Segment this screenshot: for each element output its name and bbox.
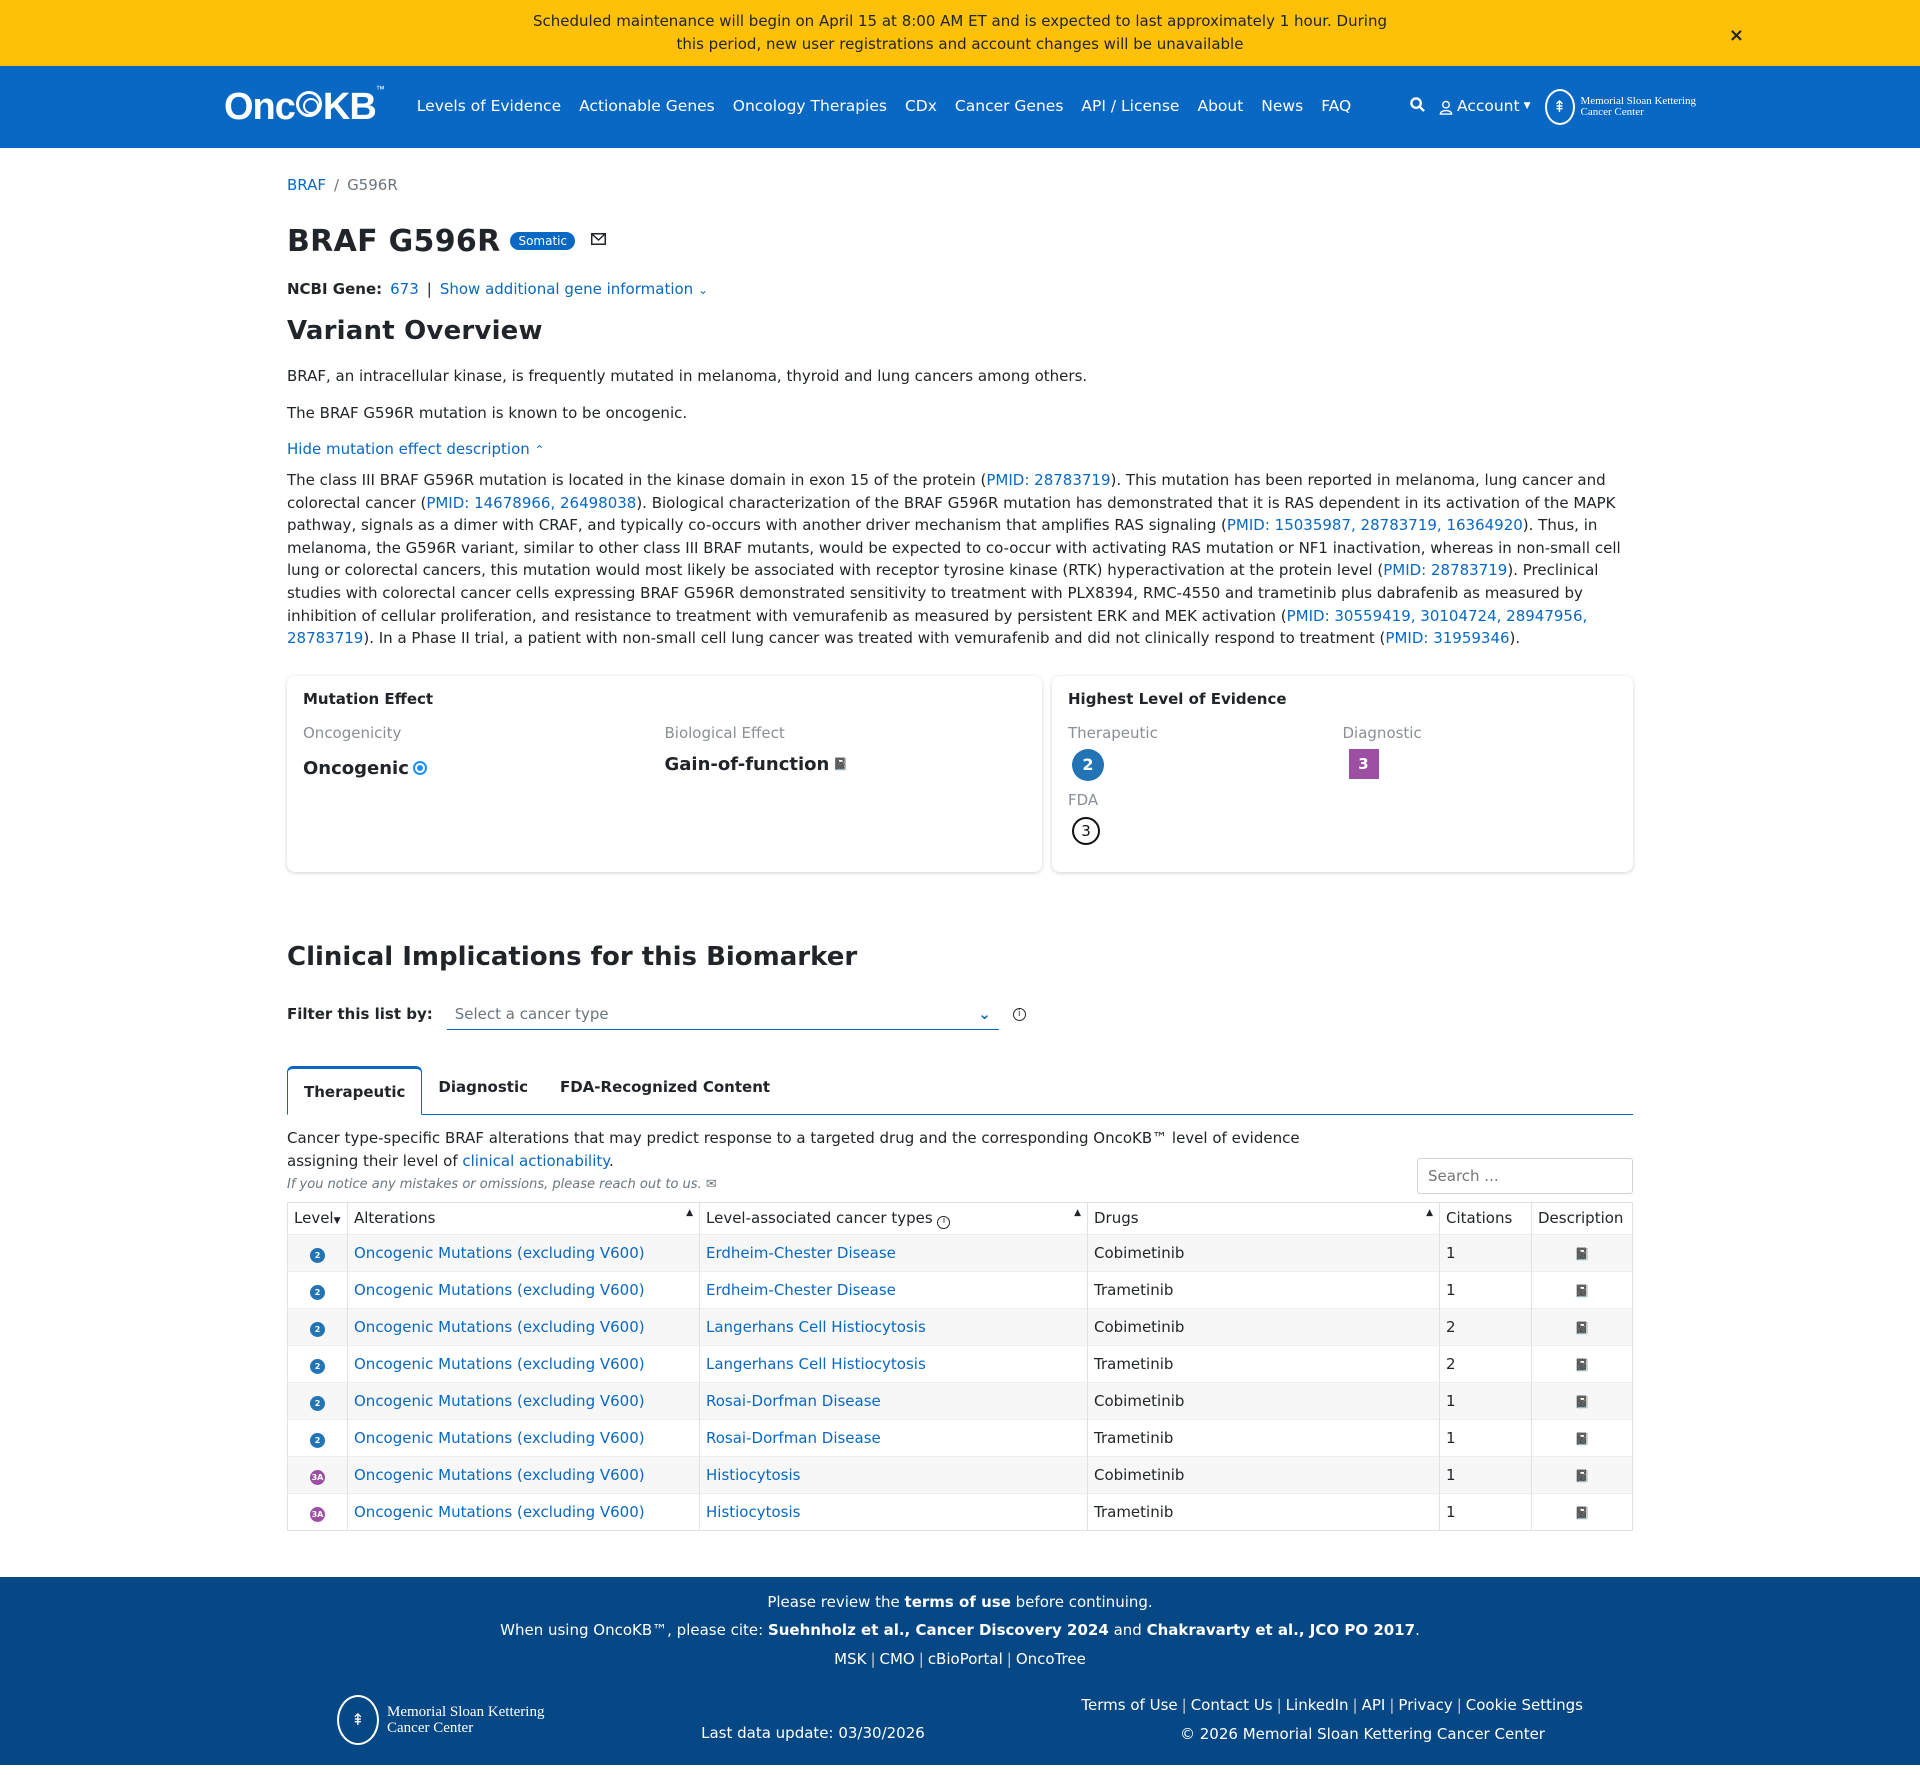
level-cell (288, 1308, 348, 1345)
mail-icon[interactable] (591, 231, 606, 252)
footer-link-terms[interactable]: Terms of Use (1081, 1696, 1178, 1715)
table-row (288, 1308, 1633, 1345)
divider: | (426, 279, 432, 298)
oncogenicity-label: Oncogenicity (303, 724, 402, 743)
citations-cell[interactable]: 1 (1440, 1271, 1532, 1308)
citation-notice (0, 1619, 1920, 1642)
description-cell (1532, 1271, 1633, 1308)
ncbi-label: NCBI Gene: (287, 279, 383, 298)
footer-link-cbioportal[interactable]: cBioPortal (927, 1649, 1003, 1668)
description-text: ). Biological characterization of the BRAF G596R mutation has demonstrated that it is RAS dependent in its activation of the MAPK pathway, signals as a dimer with CRAF, and typically co-occurs with another driver mechanism that amplifies RAS signaling ( (287, 493, 1616, 535)
description-text: ). In a Phase II trial, a patient with non-small cell lung cancer was treated with vemurafenib and did not clinically respond to treatment ( (363, 629, 1386, 648)
book-icon[interactable]: 📓 (1574, 1357, 1590, 1372)
col-drugs[interactable] (1088, 1203, 1440, 1235)
terms-notice (0, 1591, 1920, 1614)
chevron-circle-down-icon: ⌄ (697, 282, 709, 297)
variant-summary: The BRAF G596R mutation is known to be oncogenic. (287, 403, 688, 422)
footer-right-links: Terms of Use | Contact Us | LinkedIn | API | Privacy | Cookie Settings (1081, 1696, 1583, 1715)
msk-line2: Cancer Center (387, 1719, 474, 1736)
alteration-cell (348, 1234, 700, 1271)
citations-cell[interactable]: 2 (1440, 1345, 1532, 1382)
copyright: © 2026 Memorial Sloan Kettering Cancer Center (1180, 1724, 1545, 1743)
citations-cell[interactable]: 1 (1440, 1234, 1532, 1271)
nav-news[interactable]: News (1261, 97, 1304, 116)
nav-api-license[interactable]: API / License (1081, 97, 1180, 116)
col-description-label: Description (1538, 1209, 1624, 1228)
col-cancer-types-label: Level-associated cancer types (706, 1209, 933, 1228)
page-title: BRAF G596R (287, 223, 501, 259)
diagnostic-level-icon[interactable]: 3 (1349, 749, 1379, 779)
drug-cell: Trametinib (1088, 1345, 1440, 1382)
filter-row (287, 999, 1633, 1031)
description-cell (1532, 1493, 1633, 1530)
terms-post: before continuing. (1010, 1592, 1153, 1611)
table-header (288, 1203, 1633, 1235)
citations-cell[interactable]: 2 (1440, 1308, 1532, 1345)
alteration-cell (348, 1271, 700, 1308)
book-icon[interactable]: 📓 (1574, 1505, 1590, 1520)
table-row (288, 1419, 1633, 1456)
diagnostic-label: Diagnostic (1342, 724, 1422, 743)
citations-cell[interactable]: 1 (1440, 1382, 1532, 1419)
account-dropdown[interactable] (1439, 95, 1531, 118)
pmid-link[interactable]: PMID: 28783719 (986, 471, 1111, 489)
cancer-type-link[interactable]: Erdheim-Chester Disease (706, 1243, 896, 1262)
level-icon[interactable]: 2 (310, 1433, 325, 1448)
mutation-effect-card (287, 676, 1042, 872)
cancer-type-link[interactable]: Langerhans Cell Histiocytosis (706, 1354, 926, 1373)
alteration-cell (348, 1308, 700, 1345)
highest-level-title: Highest Level of Evidence (1068, 689, 1287, 708)
user-icon (1439, 100, 1453, 115)
chevron-circle-up-icon: ⌃ (534, 443, 545, 457)
level-icon[interactable]: 3A (310, 1470, 325, 1485)
alteration-link[interactable]: Oncogenic Mutations (excluding V600) (354, 1243, 645, 1262)
msk-emblem-icon: ⇞ (1545, 89, 1575, 125)
col-level-label: Level (294, 1209, 334, 1228)
implications-table (287, 1202, 1633, 1531)
drug-cell: Cobimetinib (1088, 1382, 1440, 1419)
col-cancer-types[interactable] (700, 1203, 1088, 1235)
tab-diagnostic[interactable]: Diagnostic (438, 1078, 528, 1097)
footer-link-cookie-settings[interactable]: Cookie Settings (1465, 1696, 1583, 1715)
clinical-tabs (287, 1066, 1633, 1115)
drug-cell: Trametinib (1088, 1271, 1440, 1308)
highest-level-card (1052, 676, 1633, 872)
cite-post: . (1415, 1621, 1420, 1640)
tab-therapeutic[interactable]: Therapeutic (287, 1066, 422, 1115)
nav-oncology-therapies[interactable]: Oncology Therapies (732, 97, 887, 116)
desc-period: . (609, 1151, 614, 1170)
description-text: ). This mutation has been reported in melanoma, lung cancer and colorectal cancer ( (287, 471, 1606, 512)
description-text: The class III BRAF G596R mutation is located in the kinase domain in exon 15 of the protein ( (287, 471, 987, 489)
info-icon[interactable]: i (1013, 1008, 1026, 1021)
table-row (288, 1345, 1633, 1382)
msk-logo[interactable] (1545, 89, 1696, 125)
citations-cell[interactable]: 1 (1440, 1493, 1532, 1530)
feedback-note (287, 1175, 1347, 1195)
fda-label: FDA (1068, 790, 1099, 809)
description-cell (1532, 1382, 1633, 1419)
footer-msk-logo[interactable] (337, 1695, 544, 1745)
cancer-type-cell (700, 1382, 1088, 1419)
mutation-effect-title: Mutation Effect (303, 689, 434, 708)
gene-info-row (287, 278, 1633, 301)
desc-text: Cancer type-specific BRAF alterations that may predict response to a targeted drug and the corresponding OncoKB™ level of evidence assigning their level of (287, 1128, 1300, 1170)
oncokb-logo[interactable] (224, 79, 384, 136)
citations-cell[interactable]: 1 (1440, 1456, 1532, 1493)
hide-mutation-effect-link[interactable] (287, 438, 545, 461)
col-drugs-label: Drugs (1094, 1209, 1139, 1228)
table-row (288, 1234, 1633, 1271)
alteration-link[interactable]: Oncogenic Mutations (excluding V600) (354, 1280, 645, 1299)
breadcrumb-variant: G596R (347, 176, 398, 194)
col-alterations[interactable] (348, 1203, 700, 1235)
filter-label: Filter this list by: (287, 1005, 433, 1024)
trademark: ™ (375, 83, 384, 94)
info-icon[interactable]: i (937, 1216, 950, 1229)
table-row (288, 1382, 1633, 1419)
description-cell (1532, 1308, 1633, 1345)
col-citations-label: Citations (1446, 1209, 1513, 1228)
alteration-cell (348, 1345, 700, 1382)
title-row (287, 219, 1633, 264)
pmid-link[interactable]: PMID: 15035987, 28783719, 16364920 (1226, 516, 1523, 535)
nav-menu (408, 95, 1360, 118)
table-row (288, 1456, 1633, 1493)
cancer-type-link[interactable]: Langerhans Cell Histiocytosis (706, 1317, 926, 1336)
therapeutic-level-icon[interactable]: 2 (1072, 749, 1104, 781)
level-cell (288, 1456, 348, 1493)
description-cell (1532, 1345, 1633, 1382)
clinical-actionability-link[interactable]: clinical actionability (462, 1151, 610, 1170)
sort-desc-icon: ▼ (333, 1216, 341, 1227)
pmid-link[interactable]: PMID: 30559419, 30104724, 28947956, 28783719 (287, 606, 1588, 648)
cancer-type-link[interactable]: Rosai-Dorfman Disease (706, 1428, 881, 1447)
alteration-cell (348, 1419, 700, 1456)
level-cell (288, 1419, 348, 1456)
level-icon[interactable]: 2 (310, 1248, 325, 1263)
cancer-type-cell (700, 1308, 1088, 1345)
cancer-type-link[interactable]: Histiocytosis (706, 1502, 801, 1521)
book-icon[interactable]: 📓 (1574, 1468, 1590, 1483)
fda-level-icon[interactable]: 3 (1072, 817, 1100, 845)
msk-emblem-icon: ⇞ (337, 1695, 379, 1745)
footer-top-links: MSK | CMO | cBioPortal | OncoTree (834, 1649, 1086, 1668)
drug-cell: Cobimetinib (1088, 1456, 1440, 1493)
citation-link-2[interactable]: Chakravarty et al., JCO PO 2017 (1146, 1621, 1416, 1640)
footer-link-linkedin[interactable]: LinkedIn (1285, 1696, 1349, 1715)
book-icon[interactable]: 📓 (833, 757, 849, 772)
alteration-link[interactable]: Oncogenic Mutations (excluding V600) (354, 1465, 645, 1484)
breadcrumb (287, 174, 1633, 197)
alteration-cell (348, 1456, 700, 1493)
search-icon[interactable] (1410, 96, 1425, 119)
cancer-type-select[interactable] (447, 999, 999, 1031)
clinical-implications-title: Clinical Implications for this Biomarker (287, 941, 858, 972)
last-data-update: Last data update: 03/30/2026 (701, 1723, 925, 1742)
alteration-link[interactable]: Oncogenic Mutations (excluding V600) (354, 1391, 645, 1410)
tab-description (287, 1127, 1633, 1195)
alteration-cell (348, 1493, 700, 1530)
cancer-type-cell (700, 1271, 1088, 1308)
nav-cdx[interactable]: CDx (904, 97, 937, 116)
sort-icon: ▲ (1426, 1208, 1433, 1219)
col-level[interactable] (288, 1203, 348, 1235)
footer-bottom (287, 1694, 1633, 1745)
footer-link-api[interactable]: API (1361, 1696, 1386, 1715)
gene-summary: BRAF, an intracellular kinase, is frequently mutated in melanoma, thyroid and lung cancers among others. (287, 367, 1088, 385)
description-cell (1532, 1419, 1633, 1456)
drug-cell: Cobimetinib (1088, 1308, 1440, 1345)
footer (0, 1577, 1920, 1766)
chevron-down-icon: ⌄ (978, 1004, 991, 1023)
table-row (288, 1493, 1633, 1530)
level-icon[interactable]: 2 (310, 1322, 325, 1337)
level-cell (288, 1382, 348, 1419)
biological-effect-value: Gain-of-function (664, 753, 830, 775)
alteration-link[interactable]: Oncogenic Mutations (excluding V600) (354, 1502, 645, 1521)
drug-cell: Cobimetinib (1088, 1234, 1440, 1271)
cite-and: and (1108, 1621, 1147, 1640)
oncogenicity-value: Oncogenic (303, 757, 409, 779)
terms-of-use-link[interactable]: terms of use (904, 1592, 1011, 1611)
account-label: Account (1457, 97, 1520, 116)
alteration-link[interactable]: Oncogenic Mutations (excluding V600) (354, 1317, 645, 1336)
nav-actionable-genes[interactable]: Actionable Genes (579, 97, 715, 116)
sort-icon: ▲ (1074, 1208, 1081, 1219)
hide-mutation-effect-label: Hide mutation effect description (287, 440, 530, 458)
target-icon (296, 91, 322, 117)
cancer-type-cell (700, 1493, 1088, 1530)
nav-right (1410, 89, 1696, 125)
pmid-link[interactable]: PMID: 31959346 (1385, 629, 1510, 648)
show-gene-info-label: Show additional gene information (439, 279, 694, 298)
book-icon[interactable]: 📓 (1574, 1283, 1590, 1298)
msk-line2: Cancer Center (1580, 106, 1644, 118)
description-cell (1532, 1234, 1633, 1271)
variant-overview-title: Variant Overview (287, 316, 543, 346)
table-row (288, 1271, 1633, 1308)
nav-faq[interactable]: FAQ (1321, 97, 1352, 116)
book-icon[interactable]: 📓 (1574, 1246, 1590, 1261)
footer-link-oncotree[interactable]: OncoTree (1015, 1649, 1086, 1668)
nav-cancer-genes[interactable]: Cancer Genes (954, 97, 1064, 116)
feedback-note-text: If you notice any mistakes or omissions, please reach out to us. (287, 1176, 702, 1192)
level-cell (288, 1345, 348, 1382)
alteration-link[interactable]: Oncogenic Mutations (excluding V600) (354, 1354, 645, 1373)
cancer-type-link[interactable]: Erdheim-Chester Disease (706, 1280, 896, 1299)
ncbi-gene-link[interactable]: 673 (390, 279, 419, 298)
cancer-type-cell (700, 1456, 1088, 1493)
close-icon[interactable]: × (1728, 25, 1744, 46)
book-icon[interactable]: 📓 (1574, 1320, 1590, 1335)
nav-levels-of-evidence[interactable]: Levels of Evidence (416, 97, 562, 116)
description-cell (1532, 1456, 1633, 1493)
col-description (1532, 1203, 1633, 1235)
level-cell (288, 1493, 348, 1530)
somatic-badge: Somatic (510, 232, 575, 250)
caret-down-icon: ▼ (1523, 101, 1531, 112)
cite-pre: When using OncoKB™, please cite: (500, 1621, 768, 1640)
logo-text-right: KB (322, 85, 376, 128)
tab-fda-recognized[interactable]: FDA-Recognized Content (559, 1078, 771, 1097)
sort-icon: ▲ (686, 1208, 693, 1219)
msk-line1: Memorial Sloan Kettering (1580, 95, 1696, 107)
summary-cards (287, 676, 1633, 872)
cancer-type-link[interactable]: Rosai-Dorfman Disease (706, 1391, 881, 1410)
drug-cell: Trametinib (1088, 1419, 1440, 1456)
msk-line1: Memorial Sloan Kettering (387, 1703, 545, 1720)
drug-cell: Trametinib (1088, 1493, 1440, 1530)
show-gene-info-link[interactable] (440, 278, 708, 301)
footer-link-msk[interactable]: MSK (834, 1649, 867, 1668)
level-icon[interactable]: 2 (310, 1359, 325, 1374)
navbar (0, 66, 1920, 148)
tab-description-text (287, 1127, 1347, 1173)
level-cell (288, 1271, 348, 1308)
main-content (287, 148, 1633, 1531)
footer-link-privacy[interactable]: Privacy (1398, 1696, 1453, 1715)
breadcrumb-separator: / (334, 176, 340, 194)
cancer-type-cell (700, 1234, 1088, 1271)
citation-link-1[interactable]: Suehnholz et al., Cancer Discovery 2024 (767, 1621, 1109, 1640)
pmid-link[interactable]: PMID: 14678966, 26498038 (426, 493, 637, 512)
book-icon[interactable]: 📓 (1574, 1431, 1590, 1446)
terms-pre: Please review the (767, 1592, 905, 1611)
level-icon[interactable]: 2 (310, 1285, 325, 1300)
level-icon[interactable]: 2 (310, 1396, 325, 1411)
pmid-link[interactable]: PMID: 28783719 (1383, 561, 1508, 580)
col-alterations-label: Alterations (354, 1209, 436, 1228)
biological-effect-label: Biological Effect (664, 724, 785, 743)
logo-text-left: Onc (224, 85, 295, 128)
footer-link-cmo[interactable]: CMO (879, 1649, 915, 1668)
breadcrumb-gene[interactable]: BRAF (287, 176, 326, 194)
level-cell (288, 1234, 348, 1271)
description-text: ). Thus, in melanoma, the G596R variant, similar to other class III BRAF mutants, would be expected to co-occur with activating RAS mutation or NF1 inactivation, whereas in non-small cell lung or colorectal cancers, this mutation would most likely be associated with receptor tyrosine kinase (RTK) hyperactivation at the protein level ( (287, 516, 1621, 580)
select-placeholder: Select a cancer type (454, 1004, 609, 1023)
level-icon[interactable]: 3A (310, 1507, 325, 1522)
alteration-cell (348, 1382, 700, 1419)
cancer-type-cell (700, 1345, 1088, 1382)
mail-icon[interactable]: ✉ (705, 1176, 717, 1192)
cancer-type-cell (700, 1419, 1088, 1456)
maintenance-banner (0, 0, 1920, 66)
description-text: ). (1509, 629, 1521, 648)
footer-link-contact[interactable]: Contact Us (1190, 1696, 1273, 1715)
therapeutic-label: Therapeutic (1068, 724, 1158, 743)
description-text: ). Preclinical studies with colorectal cancer cells expressing BRAF G596R demonstrated sensitivity to treatment with PLX8394, RMC-4550 and trametinib plus dabrafenib as measured by inhibition of cellular proliferation, and resistance to treatment with vemurafenib as measured by persistent ERK and MEK activation ( (287, 561, 1599, 625)
citations-cell[interactable]: 1 (1440, 1419, 1532, 1456)
nav-about[interactable]: About (1197, 97, 1244, 116)
col-citations[interactable] (1440, 1203, 1532, 1235)
mutation-effect-description (287, 469, 1633, 650)
oncogenic-icon (413, 761, 427, 775)
alteration-link[interactable]: Oncogenic Mutations (excluding V600) (354, 1428, 645, 1447)
banner-text: Scheduled maintenance will begin on April 15 at 8:00 AM ET and is expected to last approximately 1 hour. During this period, new user registrations and account changes will be unavailable (533, 12, 1387, 53)
book-icon[interactable]: 📓 (1574, 1394, 1590, 1409)
cancer-type-link[interactable]: Histiocytosis (706, 1465, 801, 1484)
table-search-input[interactable] (1417, 1158, 1633, 1194)
